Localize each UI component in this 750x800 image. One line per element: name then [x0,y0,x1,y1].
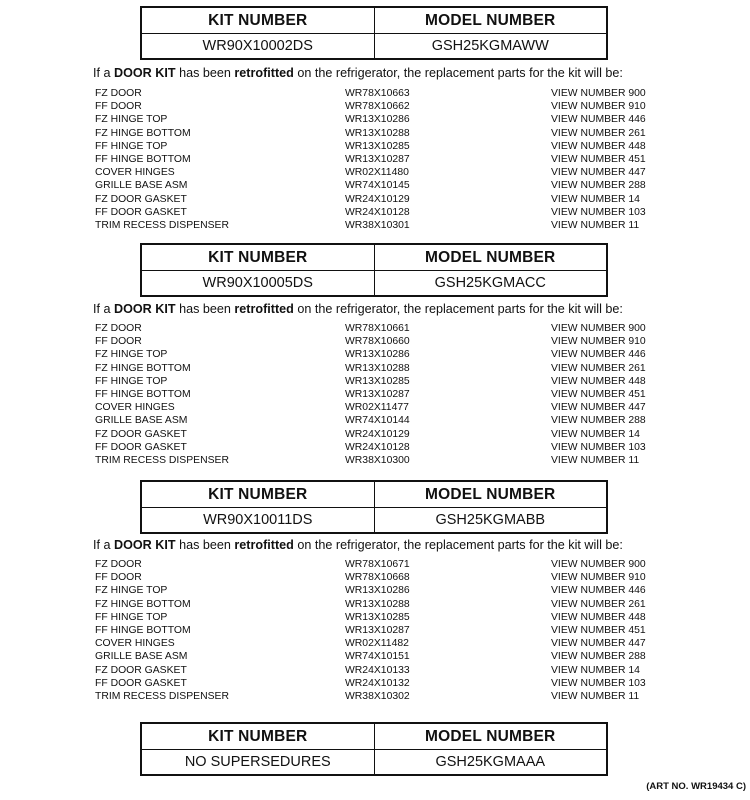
note-retrofitted: retrofitted [234,302,294,316]
part-name: FZ DOOR [95,88,142,99]
view-number: VIEW NUMBER 900 [551,323,646,334]
view-number: VIEW NUMBER 447 [551,402,646,414]
view-number: VIEW NUMBER 288 [551,651,646,663]
view-number: VIEW NUMBER 910 [551,101,646,113]
kit-number-header: KIT NUMBER [208,485,308,503]
kit-model-table [140,480,608,534]
part-number: WR38X10301 [345,219,410,231]
view-number: VIEW NUMBER 447 [551,638,646,650]
part-name: FZ HINGE TOP [95,349,168,361]
part-number: WR24X10132 [345,677,410,689]
table-row [95,140,665,153]
view-number: VIEW NUMBER 14 [551,664,640,676]
view-number: VIEW NUMBER 261 [551,598,646,610]
part-number: WR13X10285 [345,611,410,623]
part-number: WR38X10302 [345,690,410,702]
table-value-row [142,34,606,58]
table-row [95,598,665,611]
part-number: WR74X10145 [345,180,410,192]
part-name: FF DOOR [95,336,142,348]
part-number: WR02X11482 [345,638,409,650]
table-row [95,454,665,467]
parts-list [95,87,665,232]
part-name: FZ HINGE TOP [95,585,168,597]
kit-number-value: WR90X10005DS [202,275,313,291]
part-name: TRIM RECESS DISPENSER [95,454,229,466]
table-row [95,558,665,571]
part-name: FF HINGE BOTTOM [95,388,191,400]
kit-number-value: WR90X10011DS [203,512,313,528]
table-header-row [142,482,606,508]
part-number: WR24X10128 [345,206,410,218]
part-name: COVER HINGES [95,638,175,650]
part-name: GRILLE BASE ASM [95,651,188,663]
note-mid: has been [175,538,235,552]
part-number: WR13X10286 [345,585,410,597]
kit-model-table [140,6,608,60]
note-post: on the refrigerator, the replacement parts for the kit will be: [293,302,623,316]
table-header-row [142,8,606,34]
retrofit-note [93,538,750,552]
part-name: FZ DOOR [95,323,142,334]
table-value-row [142,750,606,774]
note-door-kit: DOOR KIT [114,302,176,316]
table-row [95,624,665,637]
part-name: FF HINGE BOTTOM [95,624,191,636]
model-number-value: GSH25KGMACC [374,271,607,295]
art-number: (ART NO. WR19434 C) [646,781,746,792]
view-number: VIEW NUMBER 446 [551,585,646,597]
view-number: VIEW NUMBER 288 [551,415,646,427]
model-number-value: GSH25KGMAWW [374,34,607,58]
kit-number-header: KIT NUMBER [208,727,308,745]
kit-model-table [140,243,608,297]
table-row [95,584,665,597]
part-number: WR02X11480 [345,167,409,179]
table-row [95,348,665,361]
part-name: FF HINGE TOP [95,611,168,623]
view-number: VIEW NUMBER 448 [551,375,646,387]
part-name: FF HINGE TOP [95,375,168,387]
part-number: WR13X10286 [345,349,410,361]
part-name: FZ DOOR [95,559,142,570]
part-number: WR13X10288 [345,127,410,139]
table-row [95,637,665,650]
model-number-header: MODEL NUMBER [374,724,607,749]
table-row [95,335,665,348]
table-value-row [142,271,606,295]
model-number-value: GSH25KGMAAA [374,750,607,774]
part-name: FF DOOR GASKET [95,441,187,453]
table-row [95,179,665,192]
retrofit-note [93,302,750,316]
table-row [95,375,665,388]
part-name: FF HINGE BOTTOM [95,153,191,165]
part-number: WR78X10660 [345,336,410,348]
kit-number-header: KIT NUMBER [208,11,308,29]
table-row [95,414,665,427]
part-name: GRILLE BASE ASM [95,180,188,192]
model-number-header: MODEL NUMBER [374,8,607,33]
table-row [95,87,665,100]
part-name: COVER HINGES [95,167,175,179]
table-row [95,571,665,584]
table-header-row [142,724,606,750]
part-number: WR24X10129 [345,428,410,440]
part-number: WR24X10128 [345,441,410,453]
part-name: FF DOOR [95,572,142,584]
part-number: WR78X10663 [345,88,410,99]
note-door-kit: DOOR KIT [114,538,176,552]
view-number: VIEW NUMBER 14 [551,193,640,205]
part-number: WR02X11477 [345,402,409,414]
part-number: WR74X10151 [345,651,410,663]
table-row [95,206,665,219]
table-row [95,153,665,166]
table-row [95,127,665,140]
part-number: WR13X10287 [345,624,410,636]
part-number: WR13X10286 [345,114,410,126]
table-row [95,401,665,414]
table-row [95,322,665,335]
table-row [95,219,665,232]
part-name: FZ HINGE BOTTOM [95,362,191,374]
part-number: WR24X10129 [345,193,410,205]
view-number: VIEW NUMBER 261 [551,362,646,374]
part-name: FZ HINGE BOTTOM [95,127,191,139]
view-number: VIEW NUMBER 11 [551,454,640,466]
part-name: FF DOOR [95,101,142,113]
table-value-row [142,508,606,532]
table-row [95,428,665,441]
view-number: VIEW NUMBER 910 [551,336,646,348]
view-number: VIEW NUMBER 451 [551,153,646,165]
table-row [95,441,665,454]
part-number: WR78X10662 [345,101,410,113]
part-number: WR13X10288 [345,598,410,610]
part-number: WR78X10661 [345,323,410,334]
part-name: FF DOOR GASKET [95,677,187,689]
view-number: VIEW NUMBER 14 [551,428,640,440]
part-number: WR13X10287 [345,388,410,400]
view-number: VIEW NUMBER 447 [551,167,646,179]
note-post: on the refrigerator, the replacement parts for the kit will be: [293,538,623,552]
note-mid: has been [175,302,235,316]
table-row [95,611,665,624]
part-name: FF HINGE TOP [95,140,168,152]
model-number-header: MODEL NUMBER [374,245,607,270]
view-number: VIEW NUMBER 448 [551,611,646,623]
parts-list [95,322,665,467]
view-number: VIEW NUMBER 910 [551,572,646,584]
note-door-kit: DOOR KIT [114,66,176,80]
part-name: TRIM RECESS DISPENSER [95,219,229,231]
view-number: VIEW NUMBER 451 [551,624,646,636]
part-number: WR74X10144 [345,415,410,427]
view-number: VIEW NUMBER 103 [551,677,646,689]
table-row [95,388,665,401]
view-number: VIEW NUMBER 288 [551,180,646,192]
view-number: VIEW NUMBER 451 [551,388,646,400]
note-retrofitted: retrofitted [234,538,294,552]
part-number: WR13X10288 [345,362,410,374]
table-row [95,166,665,179]
part-number: WR24X10133 [345,664,410,676]
model-number-value: GSH25KGMABB [374,508,607,532]
note-post: on the refrigerator, the replacement parts for the kit will be: [293,66,623,80]
kit-number-value: NO SUPERSEDURES [184,754,331,770]
table-row [95,193,665,206]
view-number: VIEW NUMBER 900 [551,88,646,99]
part-name: GRILLE BASE ASM [95,415,188,427]
part-name: FZ HINGE BOTTOM [95,598,191,610]
part-name: FZ HINGE TOP [95,114,168,126]
table-row [95,677,665,690]
kit-model-table [140,722,608,776]
part-number: WR13X10287 [345,153,410,165]
table-header-row [142,245,606,271]
note-retrofitted: retrofitted [234,66,294,80]
view-number: VIEW NUMBER 446 [551,114,646,126]
table-row [95,113,665,126]
kit-number-header: KIT NUMBER [208,248,308,266]
note-pre: If a [93,302,114,316]
table-row [95,664,665,677]
model-number-header: MODEL NUMBER [374,482,607,507]
view-number: VIEW NUMBER 446 [551,349,646,361]
view-number: VIEW NUMBER 103 [551,441,646,453]
retrofit-note [93,66,750,80]
part-name: TRIM RECESS DISPENSER [95,690,229,702]
view-number: VIEW NUMBER 11 [551,219,640,231]
table-row [95,690,665,703]
view-number: VIEW NUMBER 900 [551,559,646,570]
view-number: VIEW NUMBER 261 [551,127,646,139]
parts-list [95,558,665,703]
part-name: FF DOOR GASKET [95,206,187,218]
part-number: WR13X10285 [345,140,410,152]
part-name: FZ DOOR GASKET [95,193,187,205]
note-pre: If a [93,538,114,552]
kit-number-value: WR90X10002DS [202,38,313,54]
view-number: VIEW NUMBER 448 [551,140,646,152]
table-row [95,362,665,375]
part-name: FZ DOOR GASKET [95,664,187,676]
view-number: VIEW NUMBER 103 [551,206,646,218]
table-row [95,100,665,113]
part-number: WR13X10285 [345,375,410,387]
part-name: FZ DOOR GASKET [95,428,187,440]
view-number: VIEW NUMBER 11 [551,690,640,702]
part-number: WR78X10671 [345,559,410,570]
table-row [95,650,665,663]
note-mid: has been [175,66,235,80]
part-number: WR38X10300 [345,454,410,466]
note-pre: If a [93,66,114,80]
part-number: WR78X10668 [345,572,410,584]
part-name: COVER HINGES [95,402,175,414]
